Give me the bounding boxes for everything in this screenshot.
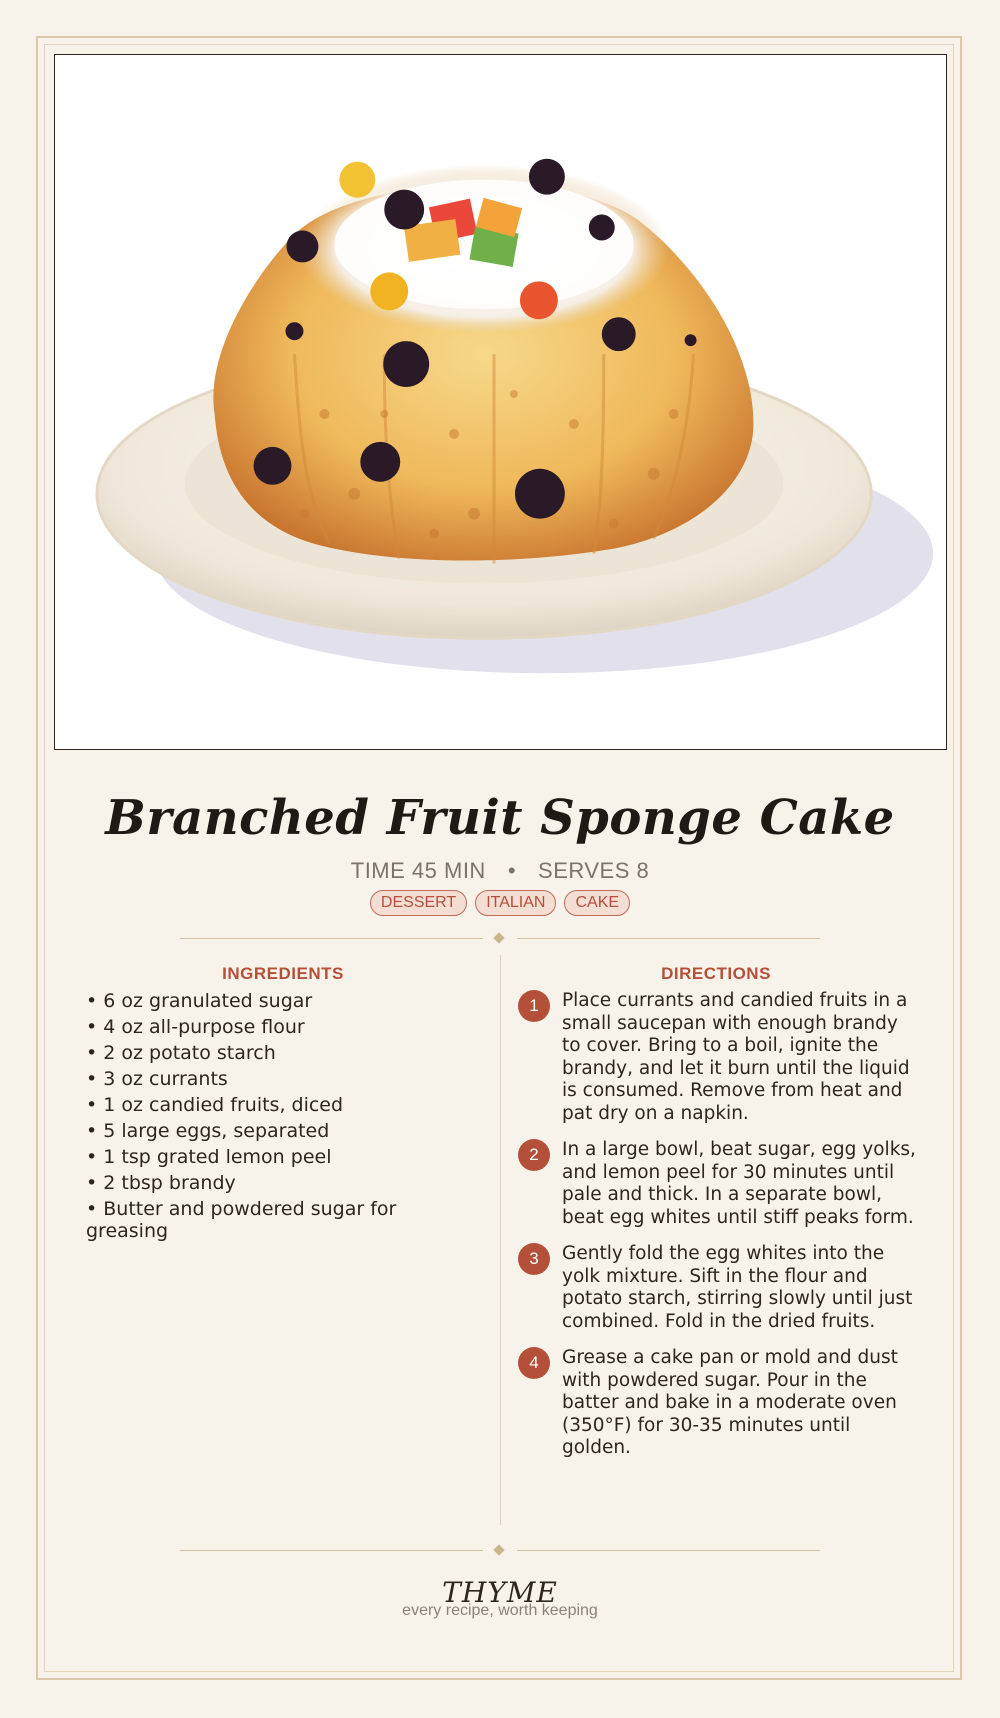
divider-diamond-icon [493, 1544, 504, 1555]
divider-diamond-icon [493, 932, 504, 943]
recipe-title: Branched Fruit Sponge Cake [105, 790, 895, 846]
direction-step [518, 1347, 918, 1460]
directions-list [518, 990, 918, 1474]
step-text: Gently fold the egg whites into the yolk mixture. Sift in the flour and potato starch, stirring slowly until just combined. Fold in the dried fruits. [562, 1243, 913, 1332]
step-number-badge: 3 [518, 1243, 550, 1275]
list-item: • 4 oz all-purpose flour [86, 1016, 426, 1038]
direction-step [518, 1243, 918, 1333]
step-number-badge: 4 [518, 1347, 550, 1379]
ingredients-list [86, 990, 426, 1246]
step-text: In a large bowl, beat sugar, egg yolks, and lemon peel for 30 minutes until pale and thick. In a separate bowl, beat egg whites until stiff peaks form. [562, 1139, 916, 1228]
tag-dessert[interactable]: DESSERT [370, 890, 467, 916]
list-item: • 5 large eggs, separated [86, 1120, 426, 1142]
list-item: • Butter and powdered sugar for greasing [86, 1198, 426, 1242]
list-item: • 2 tbsp brandy [86, 1172, 426, 1194]
bottom-divider [180, 1545, 820, 1557]
recipe-hero-image [54, 54, 947, 750]
recipe-serves: SERVES 8 [538, 858, 650, 883]
column-rule [500, 955, 501, 1525]
recipe-time: TIME 45 MIN [350, 858, 486, 883]
list-item: • 6 oz granulated sugar [86, 990, 426, 1012]
tag-italian[interactable]: ITALIAN [475, 890, 556, 916]
directions-heading: DIRECTIONS [661, 964, 771, 983]
step-number-badge: 2 [518, 1139, 550, 1171]
sponge-cake-illustration [55, 55, 946, 749]
step-number-badge: 1 [518, 990, 550, 1022]
direction-step [518, 990, 918, 1125]
step-text: Place currants and candied fruits in a small saucepan with enough brandy to cover. Bring to a boil, ignite the brandy, and let it burn until the liquid is consumed. Remove from heat and pat dry on a napkin. [562, 990, 910, 1124]
ingredients-heading: INGREDIENTS [222, 964, 344, 983]
list-item: • 3 oz currants [86, 1068, 426, 1090]
meta-separator: • [507, 858, 517, 883]
recipe-meta [0, 858, 1000, 884]
recipe-tags [0, 890, 1000, 916]
list-item: • 1 tsp grated lemon peel [86, 1146, 426, 1168]
brand-logo: THYME [442, 1576, 558, 1609]
top-divider [180, 933, 820, 945]
step-text: Grease a cake pan or mold and dust with powdered sugar. Pour in the batter and bake in a moderate oven (350°F) for 30-35 minutes until golden. [562, 1347, 898, 1458]
list-item: • 2 oz potato starch [86, 1042, 426, 1064]
tag-cake[interactable]: CAKE [564, 890, 630, 916]
list-item: • 1 oz candied fruits, diced [86, 1094, 426, 1116]
brand-tagline: every recipe, worth keeping [402, 1602, 598, 1619]
direction-step [518, 1139, 918, 1229]
